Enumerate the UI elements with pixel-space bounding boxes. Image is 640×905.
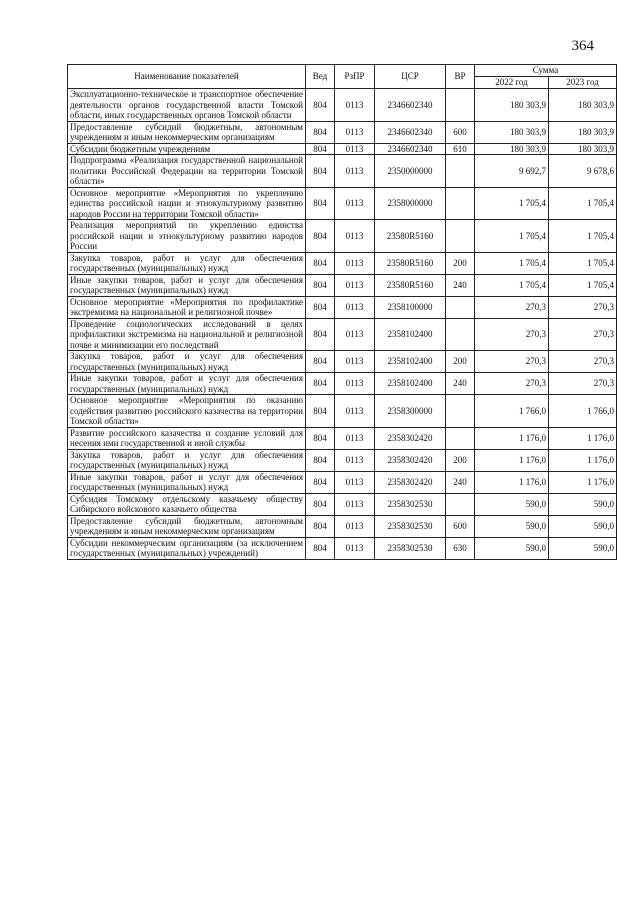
cell-rzpr: 0113	[335, 471, 375, 493]
cell-vr: 600	[446, 121, 475, 143]
cell-ved: 804	[306, 155, 335, 188]
cell-rzpr: 0113	[335, 220, 375, 253]
cell-name: Иные закупки товаров, работ и услуг для обеспечения государственных (муниципальных) нужд	[68, 471, 306, 493]
table-row	[68, 121, 617, 143]
table-row	[68, 220, 617, 253]
table-row	[68, 373, 617, 395]
table-row	[68, 493, 617, 515]
cell-vr	[446, 187, 475, 220]
cell-name: Основное мероприятие «Мероприятия по профилактике экстремизма на национальной и религиозной почве»	[68, 296, 306, 318]
col-header-name: Наименование показателей	[68, 65, 306, 89]
cell-ved: 804	[306, 537, 335, 559]
cell-y2022: 1 176,0	[475, 427, 549, 449]
table-row	[68, 296, 617, 318]
cell-name: Предоставление субсидий бюджетным, автономным учреждениям и иным некоммерческим организациям	[68, 515, 306, 537]
cell-csr: 2346602340	[375, 89, 446, 122]
cell-rzpr: 0113	[335, 252, 375, 274]
col-header-vr: ВР	[446, 65, 475, 89]
cell-vr	[446, 220, 475, 253]
cell-ved: 804	[306, 187, 335, 220]
cell-y2023: 1 705,4	[549, 220, 617, 253]
cell-vr	[446, 395, 475, 428]
cell-ved: 804	[306, 318, 335, 351]
cell-name: Иные закупки товаров, работ и услуг для обеспечения государственных (муниципальных) нужд	[68, 373, 306, 395]
cell-vr	[446, 155, 475, 188]
table-row	[68, 537, 617, 559]
table-row	[68, 318, 617, 351]
table-row	[68, 471, 617, 493]
cell-name: Подпрограмма «Реализация государственной национальной политики Российской Федерации на территории Томской области»	[68, 155, 306, 188]
cell-vr: 240	[446, 471, 475, 493]
cell-ved: 804	[306, 427, 335, 449]
cell-vr: 240	[446, 373, 475, 395]
cell-name: Закупка товаров, работ и услуг для обеспечения государственных (муниципальных) нужд	[68, 351, 306, 373]
cell-vr: 240	[446, 274, 475, 296]
cell-y2022: 1 705,4	[475, 220, 549, 253]
cell-y2023: 270,3	[549, 296, 617, 318]
cell-rzpr: 0113	[335, 427, 375, 449]
col-header-2022: 2022 год	[475, 77, 549, 89]
table-row	[68, 252, 617, 274]
cell-csr: 2358302420	[375, 471, 446, 493]
cell-csr: 2358300000	[375, 395, 446, 428]
cell-ved: 804	[306, 373, 335, 395]
col-header-rzpr: РзПР	[335, 65, 375, 89]
cell-ved: 804	[306, 274, 335, 296]
cell-y2023: 1 705,4	[549, 252, 617, 274]
cell-csr: 23580R5160	[375, 274, 446, 296]
cell-vr	[446, 318, 475, 351]
cell-name: Субсидии некоммерческим организациям (за исключением государственных (муниципальных) учреждений)	[68, 537, 306, 559]
cell-y2022: 9 692,7	[475, 155, 549, 188]
cell-vr: 610	[446, 143, 475, 155]
cell-ved: 804	[306, 143, 335, 155]
cell-rzpr: 0113	[335, 155, 375, 188]
table-row	[68, 187, 617, 220]
cell-y2022: 590,0	[475, 537, 549, 559]
cell-y2022: 1 705,4	[475, 274, 549, 296]
cell-name: Закупка товаров, работ и услуг для обеспечения государственных (муниципальных) нужд	[68, 449, 306, 471]
cell-vr: 200	[446, 252, 475, 274]
cell-vr: 630	[446, 537, 475, 559]
cell-y2022: 180 303,9	[475, 121, 549, 143]
cell-y2023: 590,0	[549, 493, 617, 515]
cell-y2022: 180 303,9	[475, 143, 549, 155]
cell-vr	[446, 89, 475, 122]
cell-name: Развитие российского казачества и создание условий для несения ими государственной и иной службы	[68, 427, 306, 449]
cell-vr: 200	[446, 449, 475, 471]
table-row	[68, 351, 617, 373]
col-header-sum: Сумма	[475, 65, 617, 77]
cell-ved: 804	[306, 471, 335, 493]
cell-rzpr: 0113	[335, 296, 375, 318]
cell-ved: 804	[306, 515, 335, 537]
table-row	[68, 449, 617, 471]
cell-ved: 804	[306, 252, 335, 274]
table-row	[68, 515, 617, 537]
cell-y2022: 180 303,9	[475, 89, 549, 122]
cell-csr: 2358302530	[375, 493, 446, 515]
cell-rzpr: 0113	[335, 449, 375, 471]
cell-y2022: 270,3	[475, 296, 549, 318]
cell-y2022: 1 705,4	[475, 252, 549, 274]
cell-y2022: 590,0	[475, 515, 549, 537]
cell-y2023: 1 176,0	[549, 471, 617, 493]
cell-rzpr: 0113	[335, 274, 375, 296]
cell-csr: 2358100000	[375, 296, 446, 318]
table-row	[68, 89, 617, 122]
cell-rzpr: 0113	[335, 351, 375, 373]
cell-vr	[446, 296, 475, 318]
cell-name: Эксплуатационно-техническое и транспортное обеспечение деятельности органов государственной власти Томской области, иных государственных органов Томской области	[68, 89, 306, 122]
cell-y2023: 270,3	[549, 351, 617, 373]
cell-y2022: 1 766,0	[475, 395, 549, 428]
cell-ved: 804	[306, 121, 335, 143]
cell-rzpr: 0113	[335, 515, 375, 537]
cell-y2022: 1 705,4	[475, 187, 549, 220]
cell-rzpr: 0113	[335, 373, 375, 395]
cell-y2022: 1 176,0	[475, 471, 549, 493]
cell-y2022: 270,3	[475, 373, 549, 395]
cell-y2023: 1 766,0	[549, 395, 617, 428]
cell-ved: 804	[306, 493, 335, 515]
cell-vr	[446, 427, 475, 449]
cell-csr: 2358302420	[375, 449, 446, 471]
cell-y2023: 180 303,9	[549, 121, 617, 143]
cell-name: Основное мероприятие «Мероприятия по укреплению единства российской нации и этнокультурному развитию народов России на территории Томской области»	[68, 187, 306, 220]
cell-y2023: 270,3	[549, 318, 617, 351]
cell-y2023: 590,0	[549, 515, 617, 537]
cell-csr: 2358102400	[375, 351, 446, 373]
cell-y2023: 1 705,4	[549, 187, 617, 220]
cell-name: Реализация мероприятий по укреплению единства российской нации и этнокультурному развитию народов России	[68, 220, 306, 253]
cell-name: Предоставление субсидий бюджетным, автономным учреждениям и иным некоммерческим организациям	[68, 121, 306, 143]
col-header-2023: 2023 год	[549, 77, 617, 89]
cell-name: Проведение социологических исследований в целях профилактики экстремизма на национальной и религиозной почве и минимизации его последствий	[68, 318, 306, 351]
cell-csr: 2358302530	[375, 515, 446, 537]
cell-csr: 23580R5160	[375, 220, 446, 253]
cell-rzpr: 0113	[335, 318, 375, 351]
cell-y2022: 270,3	[475, 351, 549, 373]
cell-csr: 2358000000	[375, 187, 446, 220]
col-header-csr: ЦСР	[375, 65, 446, 89]
cell-name: Иные закупки товаров, работ и услуг для обеспечения государственных (муниципальных) нужд	[68, 274, 306, 296]
cell-y2022: 590,0	[475, 493, 549, 515]
table-body	[68, 89, 617, 560]
cell-rzpr: 0113	[335, 537, 375, 559]
cell-csr: 2358302530	[375, 537, 446, 559]
cell-y2023: 180 303,9	[549, 89, 617, 122]
cell-csr: 2350000000	[375, 155, 446, 188]
cell-vr	[446, 493, 475, 515]
cell-name: Субсидии бюджетным учреждениям	[68, 143, 306, 155]
cell-y2023: 590,0	[549, 537, 617, 559]
cell-csr: 2358102400	[375, 373, 446, 395]
cell-y2023: 9 678,6	[549, 155, 617, 188]
cell-y2023: 270,3	[549, 373, 617, 395]
table-row	[68, 155, 617, 188]
cell-name: Основное мероприятие «Мероприятия по оказанию содействия развитию российского казачества на территории Томской области»	[68, 395, 306, 428]
cell-rzpr: 0113	[335, 187, 375, 220]
table-row	[68, 395, 617, 428]
cell-vr: 600	[446, 515, 475, 537]
budget-table	[67, 64, 617, 560]
table-row	[68, 427, 617, 449]
cell-rzpr: 0113	[335, 143, 375, 155]
cell-csr: 2358302420	[375, 427, 446, 449]
cell-ved: 804	[306, 351, 335, 373]
cell-name: Субсидия Томскому отдельскому казачьему обществу Сибирского войскового казачьего общества	[68, 493, 306, 515]
cell-y2023: 1 176,0	[549, 449, 617, 471]
cell-ved: 804	[306, 395, 335, 428]
cell-name: Закупка товаров, работ и услуг для обеспечения государственных (муниципальных) нужд	[68, 252, 306, 274]
page-number: 364	[571, 38, 594, 54]
cell-y2022: 1 176,0	[475, 449, 549, 471]
cell-rzpr: 0113	[335, 493, 375, 515]
cell-csr: 23580R5160	[375, 252, 446, 274]
table-header-row	[68, 65, 617, 77]
cell-rzpr: 0113	[335, 89, 375, 122]
cell-rzpr: 0113	[335, 121, 375, 143]
cell-rzpr: 0113	[335, 395, 375, 428]
cell-ved: 804	[306, 89, 335, 122]
cell-csr: 2358102400	[375, 318, 446, 351]
cell-csr: 2346602340	[375, 121, 446, 143]
col-header-ved: Вед	[306, 65, 335, 89]
table-row	[68, 274, 617, 296]
cell-y2023: 180 303,9	[549, 143, 617, 155]
cell-ved: 804	[306, 220, 335, 253]
cell-y2023: 1 705,4	[549, 274, 617, 296]
cell-y2023: 1 176,0	[549, 427, 617, 449]
cell-ved: 804	[306, 296, 335, 318]
cell-vr: 200	[446, 351, 475, 373]
cell-csr: 2346602340	[375, 143, 446, 155]
cell-y2022: 270,3	[475, 318, 549, 351]
cell-ved: 804	[306, 449, 335, 471]
table-row	[68, 143, 617, 155]
